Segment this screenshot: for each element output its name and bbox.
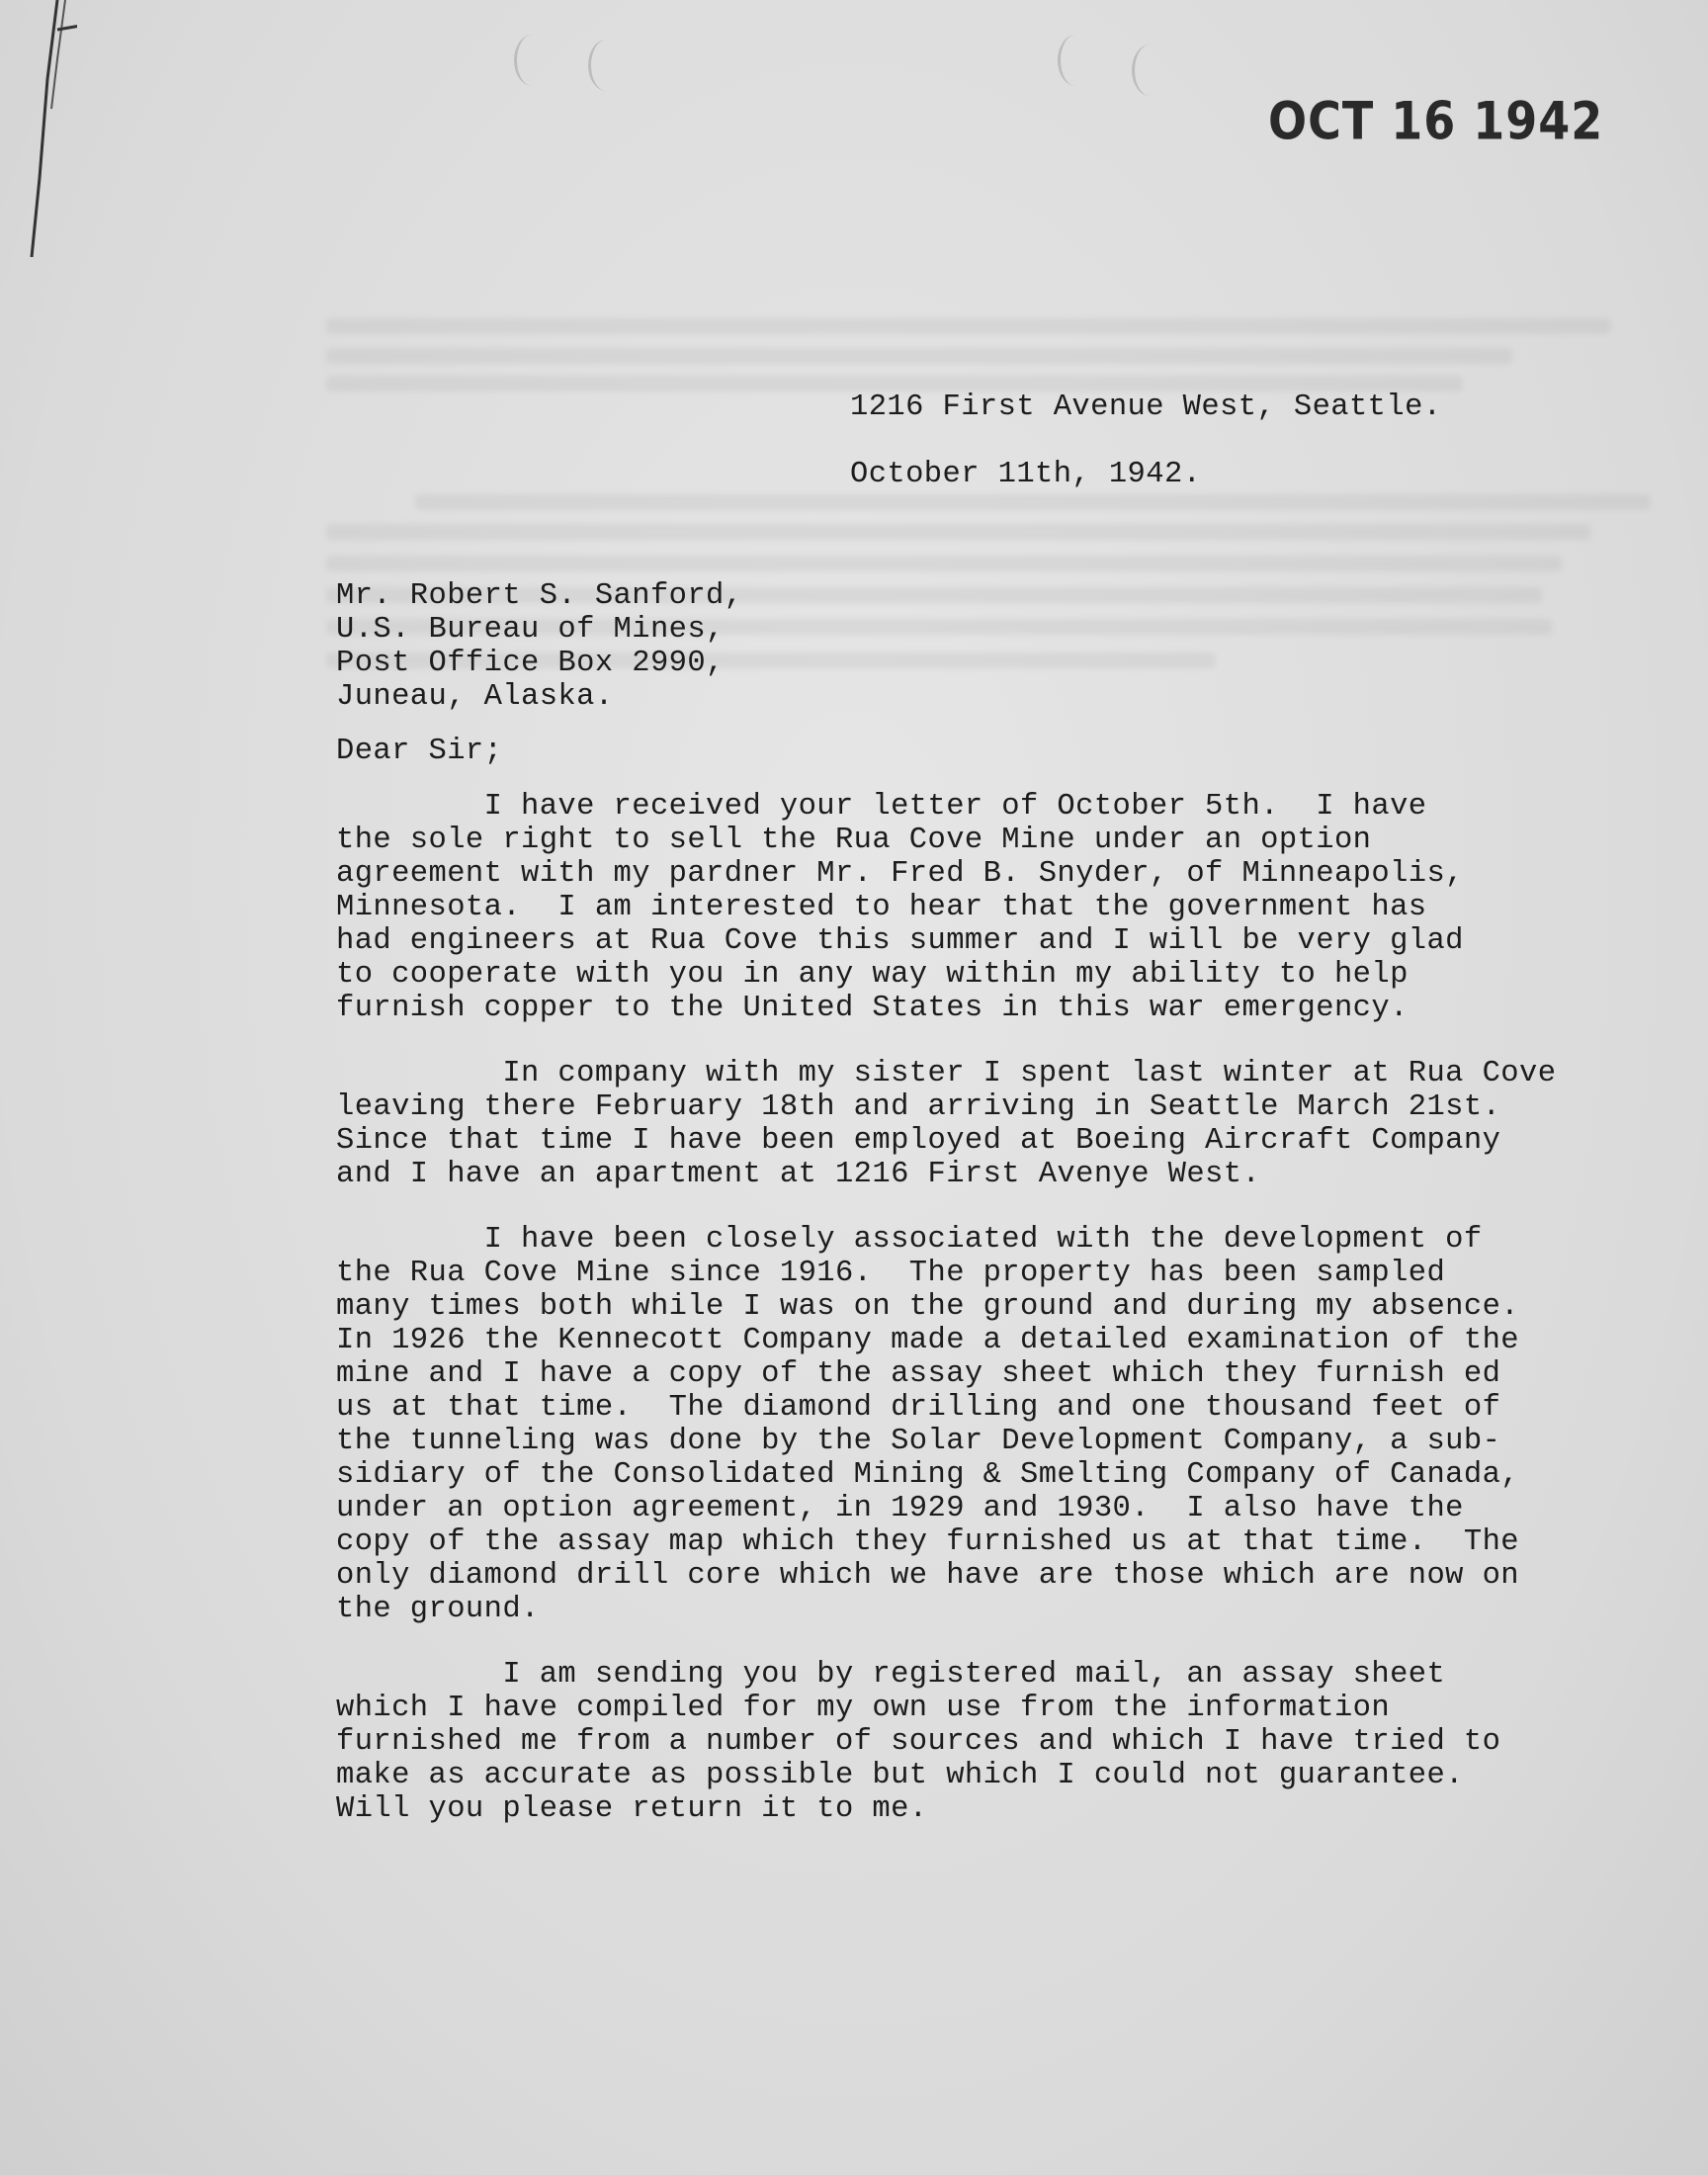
letter-date: October 11th, 1942. [850, 458, 1202, 491]
body-line: In company with my sister I spent last winter at Rua Cove [336, 1057, 1557, 1090]
recipient-line: Mr. Robert S. Sanford, [336, 579, 743, 613]
body-line: the Rua Cove Mine since 1916. The property has been sampled [336, 1257, 1446, 1290]
body-line: I have been closely associated with the development of [336, 1223, 1483, 1257]
body-line: furnished me from a number of sources and which I have tried to [336, 1725, 1501, 1759]
bleed-through-line [326, 318, 1611, 334]
bleed-through-line [326, 556, 1562, 571]
bleed-through-line [326, 524, 1591, 540]
sender-address: 1216 First Avenue West, Seattle. [850, 391, 1442, 424]
bleed-through-line [326, 376, 1463, 392]
punch-hole-mark [1058, 35, 1094, 86]
body-line: under an option agreement, in 1929 and 1930. I also have the [336, 1492, 1464, 1525]
body-line: agreement with my pardner Mr. Fred B. Snyder, of Minneapolis, [336, 857, 1464, 891]
body-line: to cooperate with you in any way within my ability to help [336, 958, 1409, 992]
body-line: the ground. [336, 1593, 540, 1626]
punch-hole-mark [588, 40, 625, 91]
body-line: the sole right to sell the Rua Cove Mine under an option [336, 824, 1372, 857]
body-line: copy of the assay map which they furnished us at that time. The [336, 1525, 1519, 1559]
body-line: Minnesota. I am interested to hear that the government has [336, 891, 1427, 924]
body-line: I am sending you by registered mail, an assay sheet [336, 1658, 1446, 1692]
recipient-line: Juneau, Alaska. [336, 680, 614, 714]
body-line: us at that time. The diamond drilling and one thousand feet of [336, 1391, 1501, 1425]
punch-hole-mark [1132, 44, 1168, 96]
received-date-stamp: OCT 16 1942 [1268, 89, 1604, 152]
recipient-line: U.S. Bureau of Mines, [336, 613, 725, 647]
body-line: furnish copper to the United States in this war emergency. [336, 992, 1409, 1025]
body-line: sidiary of the Consolidated Mining & Smelting Company of Canada, [336, 1458, 1519, 1492]
body-line: only diamond drill core which we have are those which are now on [336, 1559, 1519, 1593]
body-line: the tunneling was done by the Solar Development Company, a sub- [336, 1425, 1501, 1458]
body-line: many times both while I was on the ground and during my absence. [336, 1290, 1519, 1324]
recipient-line: Post Office Box 2990, [336, 647, 725, 680]
page-edge-mark [18, 0, 77, 267]
body-line: Will you please return it to me. [336, 1792, 928, 1826]
body-line: mine and I have a copy of the assay sheet which they furnish ed [336, 1357, 1501, 1391]
body-line: In 1926 the Kennecott Company made a detailed examination of the [336, 1324, 1519, 1357]
bleed-through-line [326, 348, 1512, 364]
body-line: which I have compiled for my own use from the information [336, 1692, 1391, 1725]
body-line: and I have an apartment at 1216 First Avenye West. [336, 1158, 1261, 1191]
body-line: I have received your letter of October 5th. I have [336, 790, 1427, 824]
body-line: make as accurate as possible but which I could not guarantee. [336, 1759, 1464, 1792]
body-line: leaving there February 18th and arriving in Seattle March 21st. [336, 1090, 1501, 1124]
punch-hole-mark [514, 35, 551, 86]
bleed-through-line [415, 494, 1651, 510]
salutation: Dear Sir; [336, 735, 503, 768]
body-line: had engineers at Rua Cove this summer and I will be very glad [336, 924, 1464, 958]
body-line: Since that time I have been employed at Boeing Aircraft Company [336, 1124, 1501, 1158]
